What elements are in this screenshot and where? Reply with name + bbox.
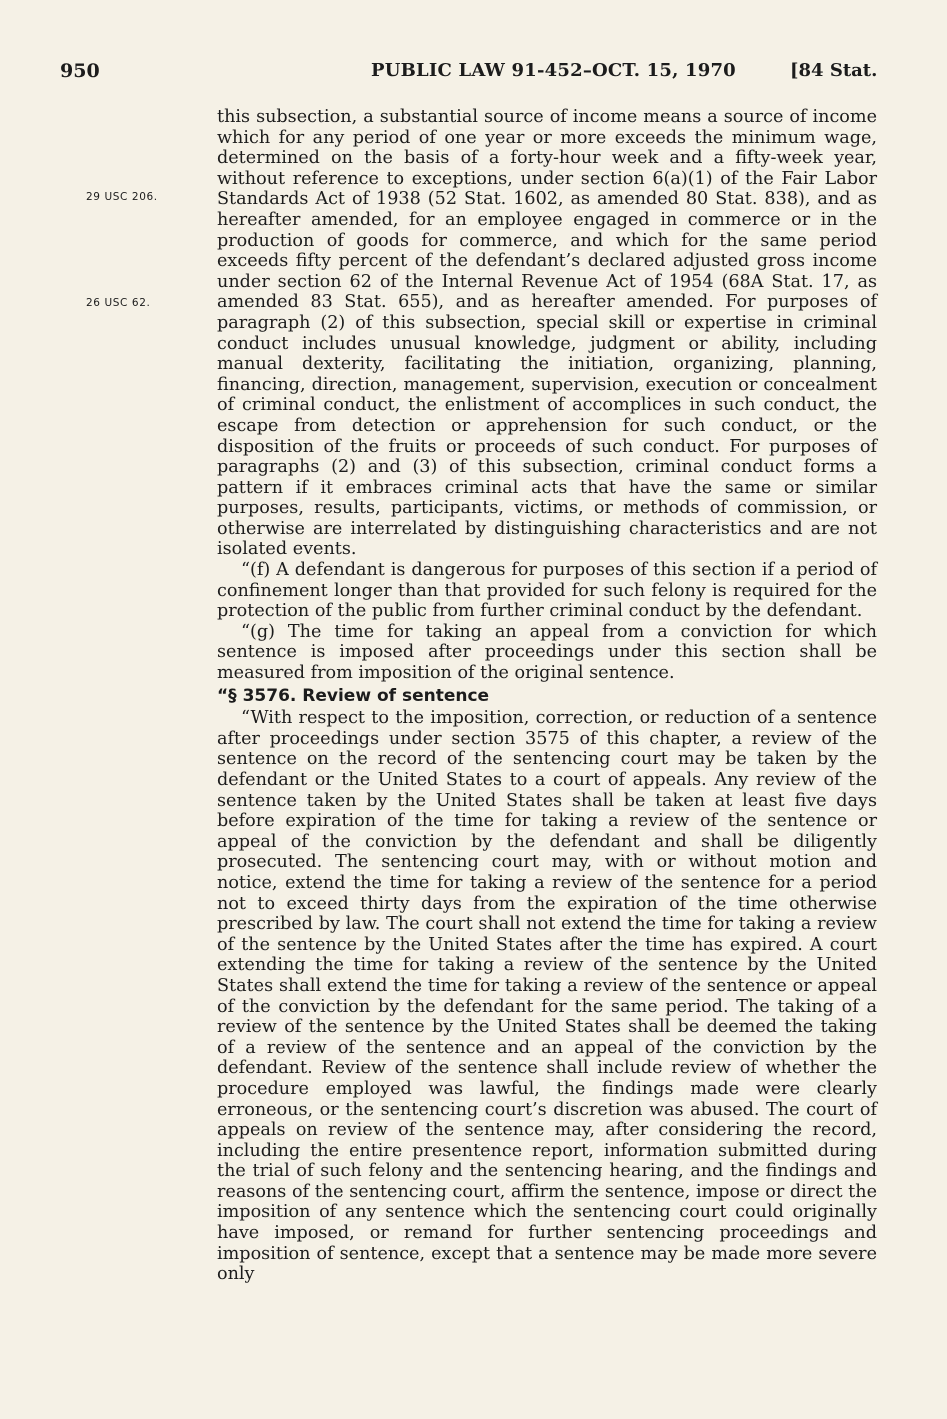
paragraph-subsection-g: “(g) The time for taking an appeal from a conviction for which sentence is imposed after proceedings under this section shall be measured from imposition of the original sentence. — [217, 621, 877, 684]
margin-note-29-usc-206: 29 USC 206. — [86, 191, 158, 203]
running-head: PUBLIC LAW 91-452–OCT. 15, 1970 — [371, 60, 736, 81]
section-heading-3576: “§ 3576. Review of sentence — [217, 685, 490, 706]
stat-reference: [84 Stat. — [790, 60, 878, 81]
paragraph-subsection-f: “(f) A defendant is dangerous for purposes of this section if a period of confinement longer than that provided for such felony is required for the protection of the public from further criminal conduct by the defendant. — [217, 560, 877, 622]
page-number: 950 — [60, 60, 100, 82]
paragraph-section-3576: “With respect to the imposition, correction, or reduction of a sentence after proceedings under section 3575 of this chapter, a review of the sentence on the record of the sentencing court may be taken by the defendant or the United States to a court of appeals. Any review of the sentence taken by the United States shall be taken at least five days before expiration of the time for taking a review of the sentence or appeal of the conviction by the defendant and shall be diligently prosecuted. The sentencing court may, with or without motion and notice, extend the time for taking a review of the sentence for a period not to exceed thirty days from the expiration of the time otherwise prescribed by law. The court shall not extend the time for taking a review of the sentence by the United States after the time has expired. A court extending the time for taking a review of the sentence by the United States shall extend the time for taking a review of the sentence or appeal of the conviction by the defendant for the same period. The taking of a review of the sentence by the United States shall be deemed the taking of a review of the sentence and an appeal of the conviction by the defendant. Review of the sentence shall include review of whether the procedure employed was lawful, the findings made were clearly erroneous, or the sentencing court’s discretion was abused. The court of appeals on review of the sentence may, after considering the record, including the entire presentence report, information submitted during the trial of such felony and the sentencing hearing, and the findings and reasons of the sentencing court, affirm the sentence, impose or direct the imposition of any sentence which the sentencing court could originally have imposed, or remand for further sentencing proceedings and imposition of sentence, except that a sentence may be made more severe only — [217, 708, 877, 1285]
margin-note-26-usc-62: 26 USC 62. — [86, 297, 151, 309]
paragraph-continuation: this subsection, a substantial source of income means a source of income which for any period of one year or more exceeds the minimum wage, determined on the basis of a forty-hour week and a fifty-week year, without reference to exceptions, under section 6(a)(1) of the Fair Labor Standards Act of 1938 (52 Stat. 1602, as amended 80 Stat. 838), and as hereafter amended, for an employee engaged in commerce or in the production of goods for commerce, and which for the same period exceeds fifty percent of the defendant’s declared adjusted gross income under section 62 of the Internal Revenue Act of 1954 (68A Stat. 17, as amended 83 Stat. 655), and as hereafter amended. For purposes of paragraph (2) of this subsection, special skill or expertise in criminal conduct includes unusual knowledge, judgment or ability, including manual dexterity, facilitating the initiation, organizing, planning, financing, direction, management, supervision, execution or concealment of criminal conduct, the enlistment of accomplices in such conduct, the escape from detection or apprehension for such conduct, or the disposition of the fruits or proceeds of such conduct. For purposes of paragraphs (2) and (3) of this subsection, criminal conduct forms a pattern if it embraces criminal acts that have the same or similar purposes, results, participants, victims, or methods of commission, or otherwise are interrelated by distinguishing characteristics and are not isolated events. — [217, 107, 877, 560]
body-text — [217, 107, 877, 1285]
